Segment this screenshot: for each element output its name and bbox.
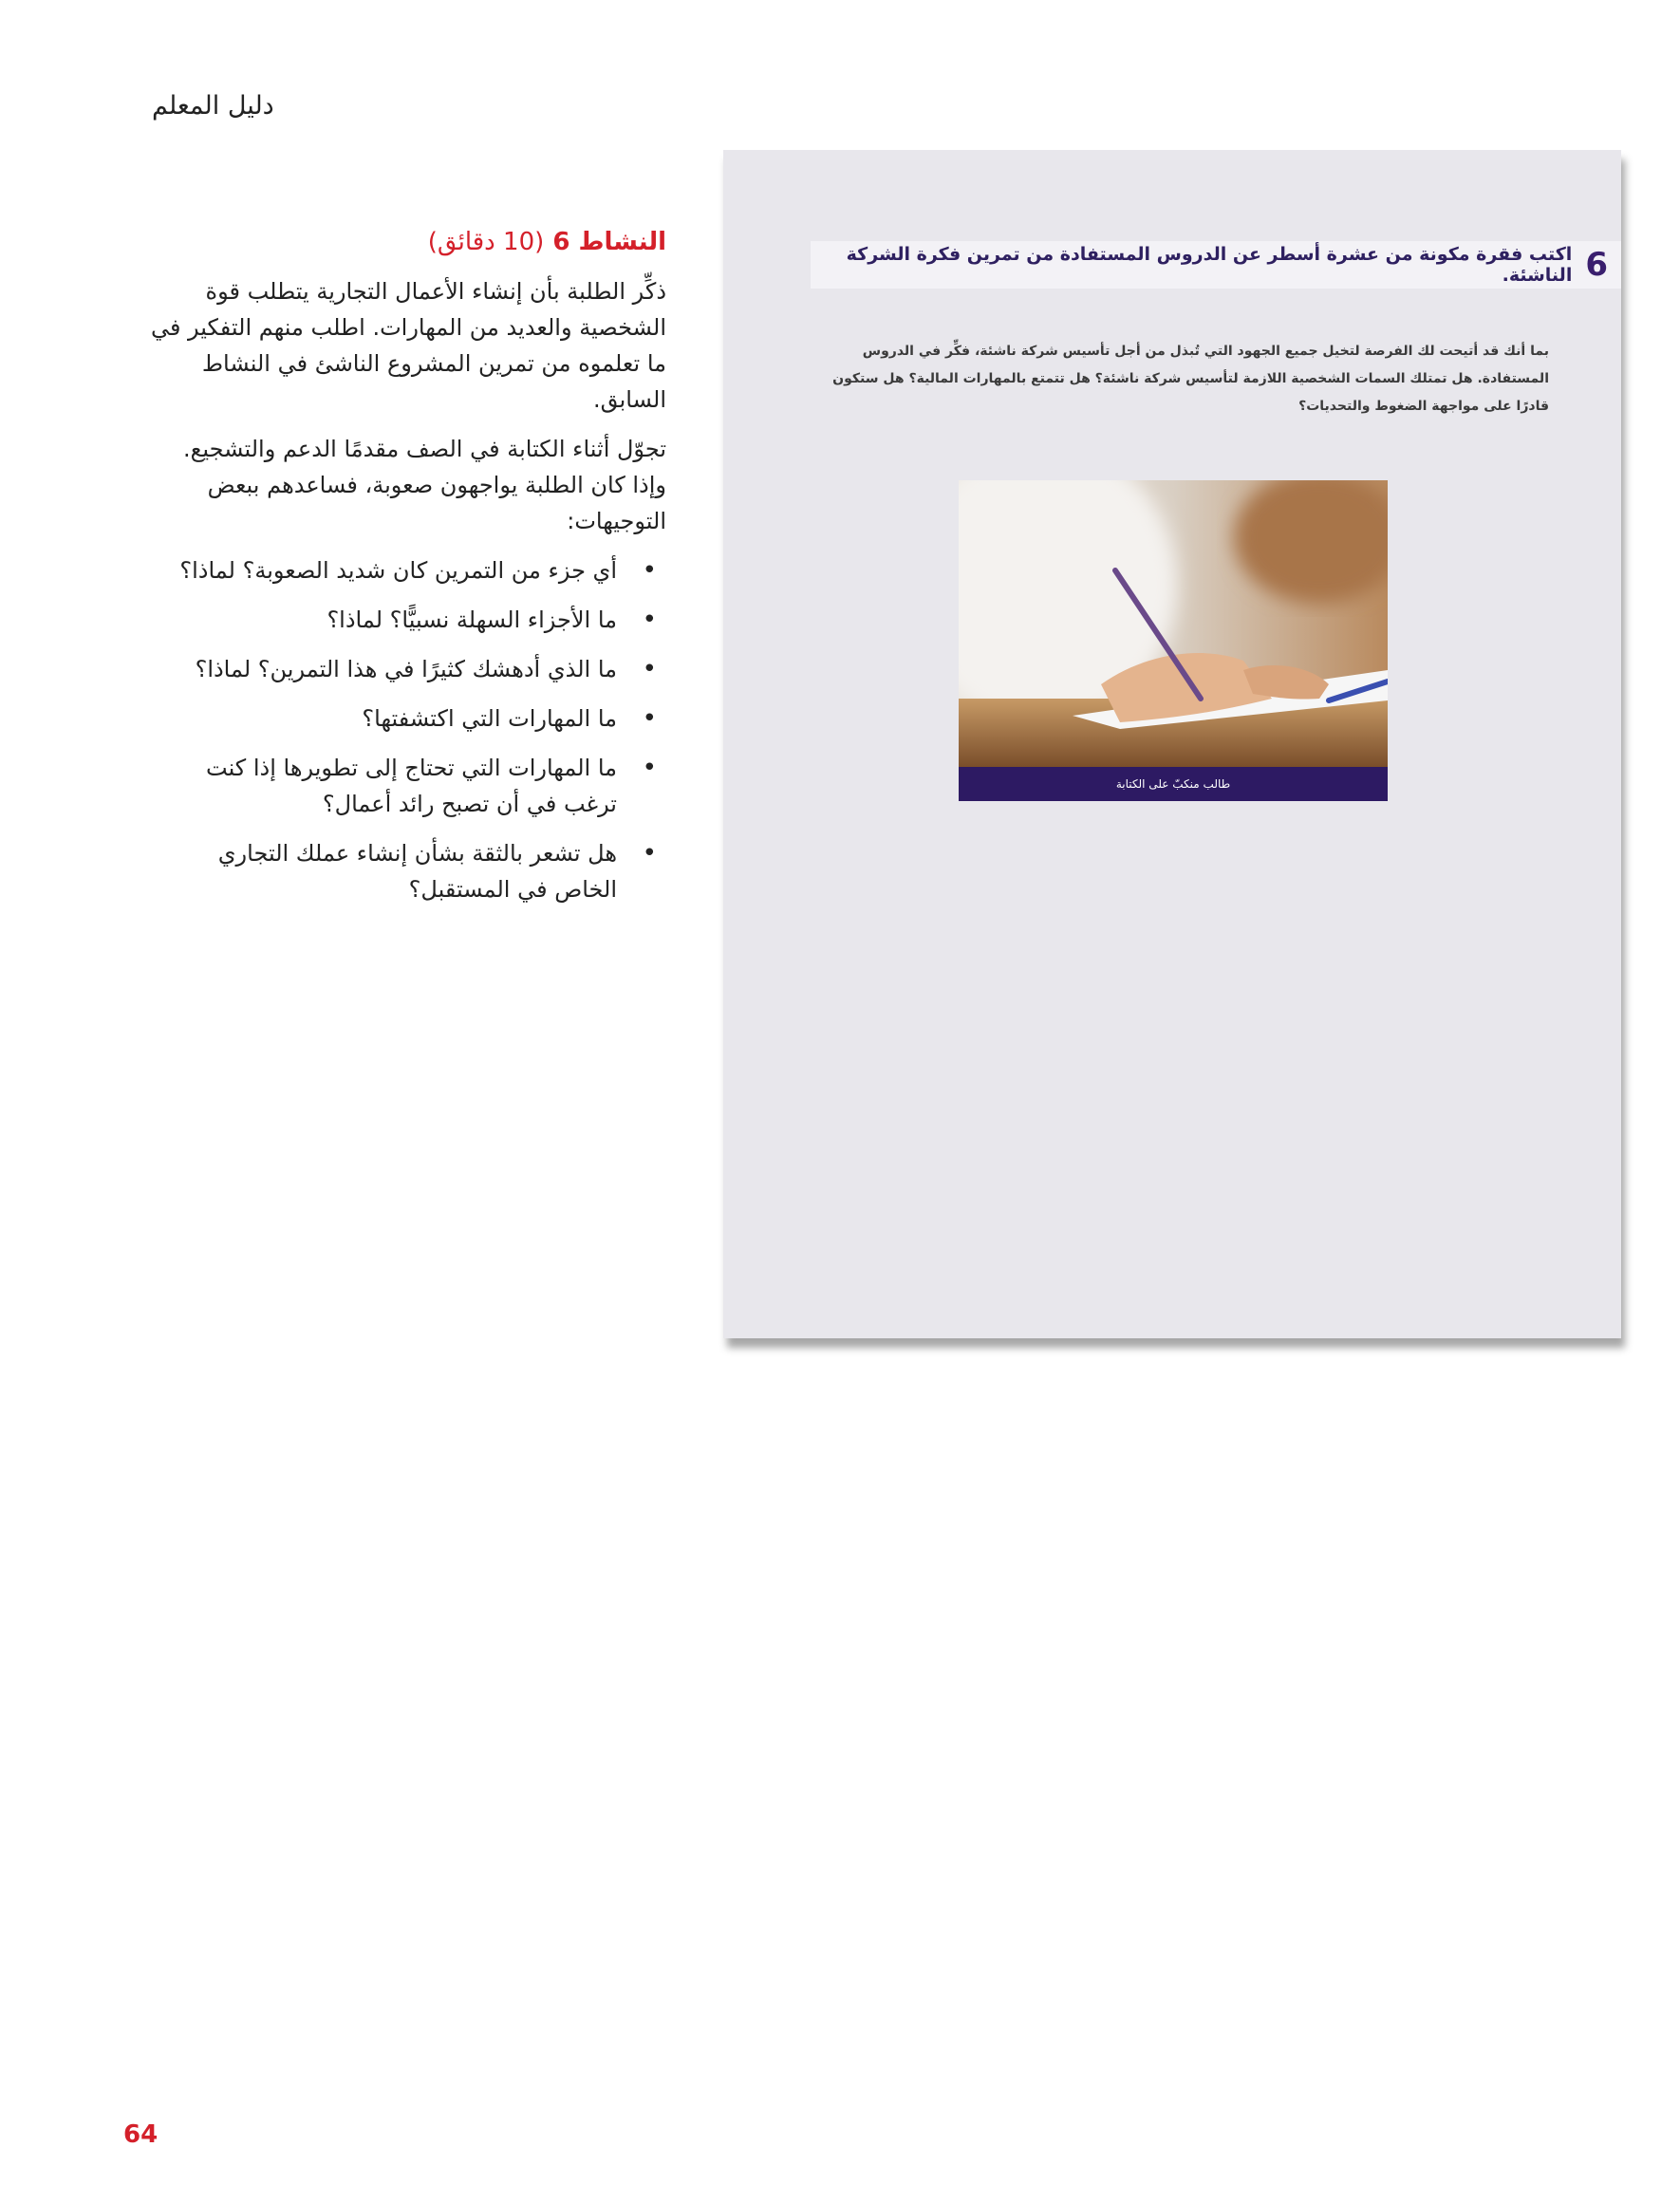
list-item: • هل تشعر بالثقة بشأن إنشاء عملك التجاري الخاص في المستقبل؟ [150, 835, 666, 907]
guide-title: دليل المعلم [152, 91, 274, 121]
task-header [811, 241, 1621, 289]
list-item: • ما الذي أدهشك كثيرًا في هذا التمرين؟ لماذا؟ [150, 651, 666, 687]
student-book-page [723, 150, 1621, 1338]
writing-photo-illustration [959, 480, 1388, 767]
activity-heading [150, 224, 666, 260]
intro-paragraph: ذكِّر الطلبة بأن إنشاء الأعمال التجارية يتطلب قوة الشخصية والعديد من المهارات. اطلب منهم التفكير في ما تعلموه من تمرين المشروع الناشئ في النشاط السابق. [150, 278, 666, 413]
task-title: اكتب فقرة مكونة من عشرة أسطر عن الدروس المستفادة من تمرين فكرة الشركة الناشئة. [846, 244, 1573, 286]
task-number: 6 [1585, 246, 1608, 284]
activity-label: النشاط 6 [552, 228, 666, 256]
support-paragraph: تجوّل أثناء الكتابة في الصف مقدمًا الدعم والتشجيع. وإذا كان الطلبة يواجهون صعوبة، فساعدهم ببعض التوجيهات: [182, 436, 666, 534]
guiding-questions-list [150, 552, 666, 907]
teacher-notes [150, 224, 666, 921]
page-number: 64 [123, 2120, 159, 2149]
list-item: • ما الأجزاء السهلة نسبيًّا؟ لماذا؟ [150, 602, 666, 638]
student-writing-photo [959, 480, 1388, 801]
list-item: • ما المهارات التي اكتشفتها؟ [150, 700, 666, 737]
task-prompt: بما أنك قد أتيحت لك الفرصة لتخيل جميع الجهود التي تُبذل من أجل تأسيس شركة ناشئة، فكِّر في الدروس المستفادة. هل تمتلك السمات الشخصية اللازمة لتأسيس شركة ناشئة؟ هل تتمتع بالمهارات المالية؟ هل ستكون قادرًا على مواجهة الضغوط والتحديات؟ [832, 344, 1549, 414]
list-item: • أي جزء من التمرين كان شديد الصعوبة؟ لماذا؟ [150, 552, 666, 588]
list-item: • ما المهارات التي تحتاج إلى تطويرها إذا كنت ترغب في أن تصبح رائد أعمال؟ [150, 750, 666, 822]
photo-caption: طالب منكبّ على الكتابة [959, 767, 1388, 801]
activity-duration: (10 دقائق) [427, 228, 545, 256]
